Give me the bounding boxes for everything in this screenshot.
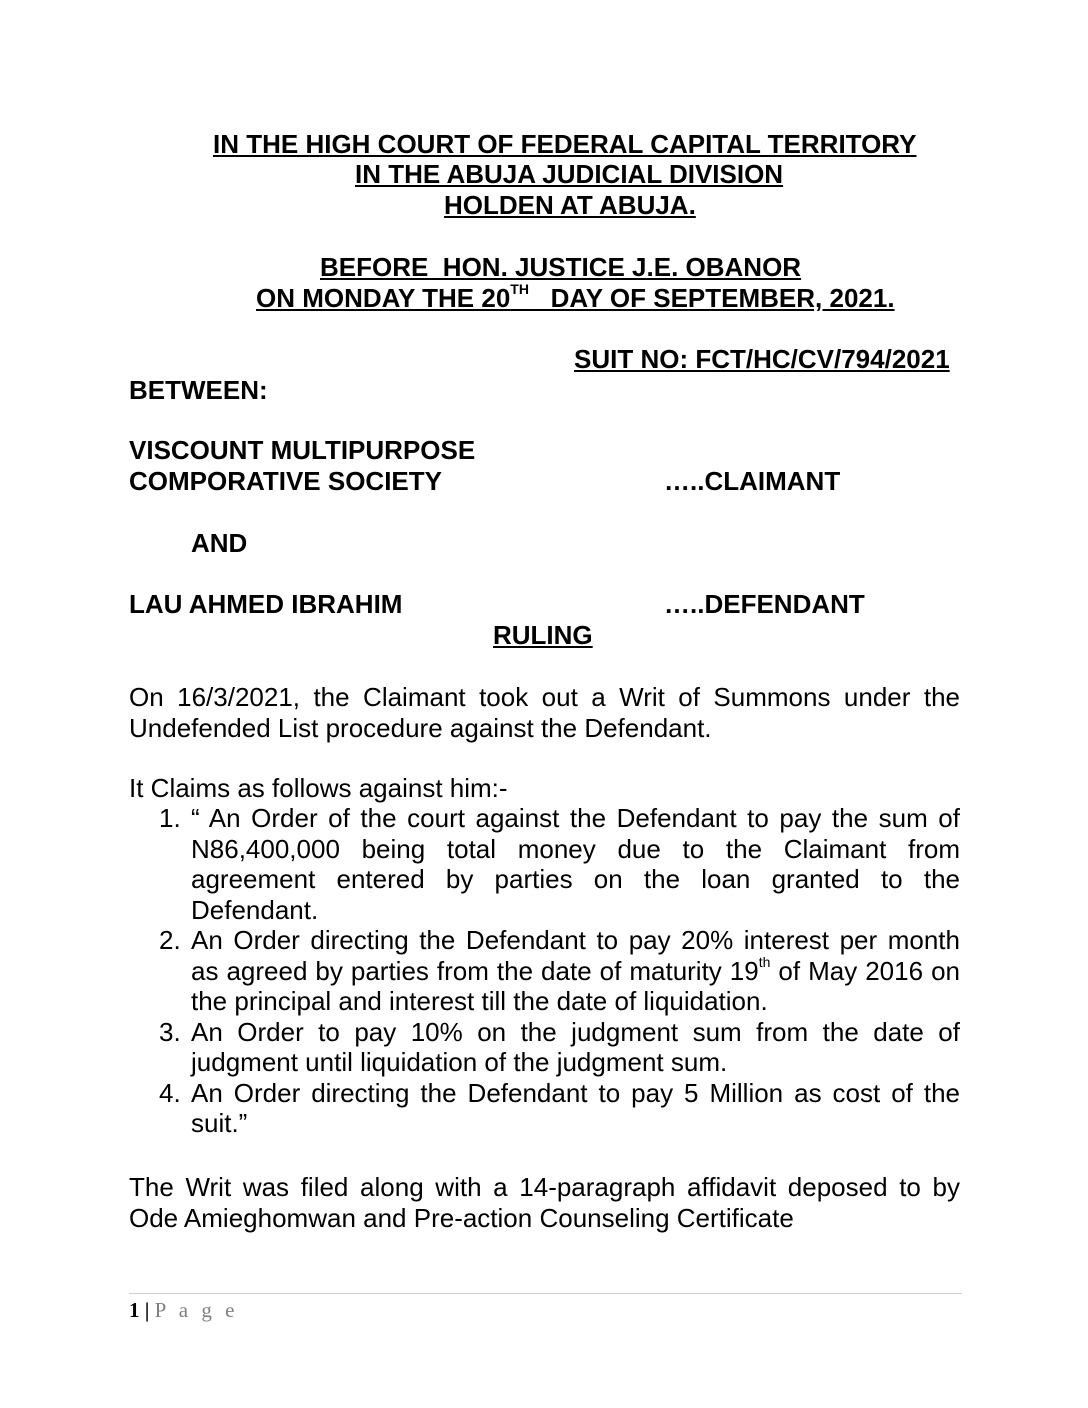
claim-item-4 xyxy=(129,1078,960,1139)
claim-text-pre: An Order directing the Defendant to pay 20% interest per month as agreed by parties from the date of maturity 19 xyxy=(191,925,960,986)
bench-date-sup: TH xyxy=(510,281,529,297)
writ-paragraph: The Writ was filed along with a 14-paragraph affidavit deposed to by Ode Amieghomwan and Pre-action Counseling Certificate xyxy=(129,1172,960,1233)
bench-date xyxy=(256,283,895,313)
holden-title: HOLDEN AT ABUJA. xyxy=(444,190,696,220)
claim-number: 3. xyxy=(159,1016,181,1047)
bench-before: BEFORE HON. JUSTICE J.E. OBANOR xyxy=(320,252,802,282)
claimant-name-line1: VISCOUNT MULTIPURPOSE xyxy=(129,435,476,465)
intro-paragraph: On 16/3/2021, the Claimant took out a Writ of Summons under the Undefended List procedure against the Defendant. xyxy=(129,682,960,743)
page-separator: | xyxy=(144,1298,150,1322)
ruling-title: RULING xyxy=(493,620,593,650)
claim-number: 2. xyxy=(159,925,181,955)
and-label: AND xyxy=(191,528,248,558)
claim-text: An Order directing the Defendant to pay 5 Million as cost of the suit.” xyxy=(191,1077,960,1138)
claims-intro: It Claims as follows against him:- xyxy=(129,773,508,803)
defendant-role: …..DEFENDANT xyxy=(664,589,865,619)
claim-item-2 xyxy=(129,925,960,1017)
page-number: 1 xyxy=(129,1298,140,1322)
claims-list xyxy=(129,803,960,1139)
claim-item-1 xyxy=(129,803,960,925)
claim-number: 4. xyxy=(159,1077,181,1108)
page-label: P a g e xyxy=(154,1298,239,1322)
between-label: BETWEEN: xyxy=(129,375,268,405)
claim-text xyxy=(191,925,960,1016)
claim-text-sup: th xyxy=(758,953,771,970)
claim-text-post: of May 2016 on the principal and interest till the date of liquidation. xyxy=(191,955,960,1016)
suit-number: SUIT NO: FCT/HC/CV/794/2021 xyxy=(574,344,950,374)
court-title: IN THE HIGH COURT OF FEDERAL CAPITAL TERRITORY xyxy=(213,129,917,159)
claim-number: 1. xyxy=(159,803,181,833)
defendant-name: LAU AHMED IBRAHIM xyxy=(129,589,403,619)
claimant-role: …..CLAIMANT xyxy=(664,466,841,496)
claim-text: An Order to pay 10% on the judgment sum from the date of judgment until liquidation of the judgment sum. xyxy=(191,1016,960,1077)
bench-date-pre: ON MONDAY THE 20 xyxy=(256,283,511,313)
claim-text: “ An Order of the court against the Defendant to pay the sum of N86,400,000 being total money due to the Claimant from agreement entered by parties on the loan granted to the Defendant. xyxy=(191,803,960,925)
claim-item-3 xyxy=(129,1017,960,1078)
footer-divider xyxy=(129,1293,962,1294)
page-footer xyxy=(129,1298,238,1323)
division-title: IN THE ABUJA JUDICIAL DIVISION xyxy=(355,159,784,189)
claimant-name-line2: COMPORATIVE SOCIETY xyxy=(129,466,442,496)
bench-date-post: DAY OF SEPTEMBER, 2021. xyxy=(528,283,895,313)
